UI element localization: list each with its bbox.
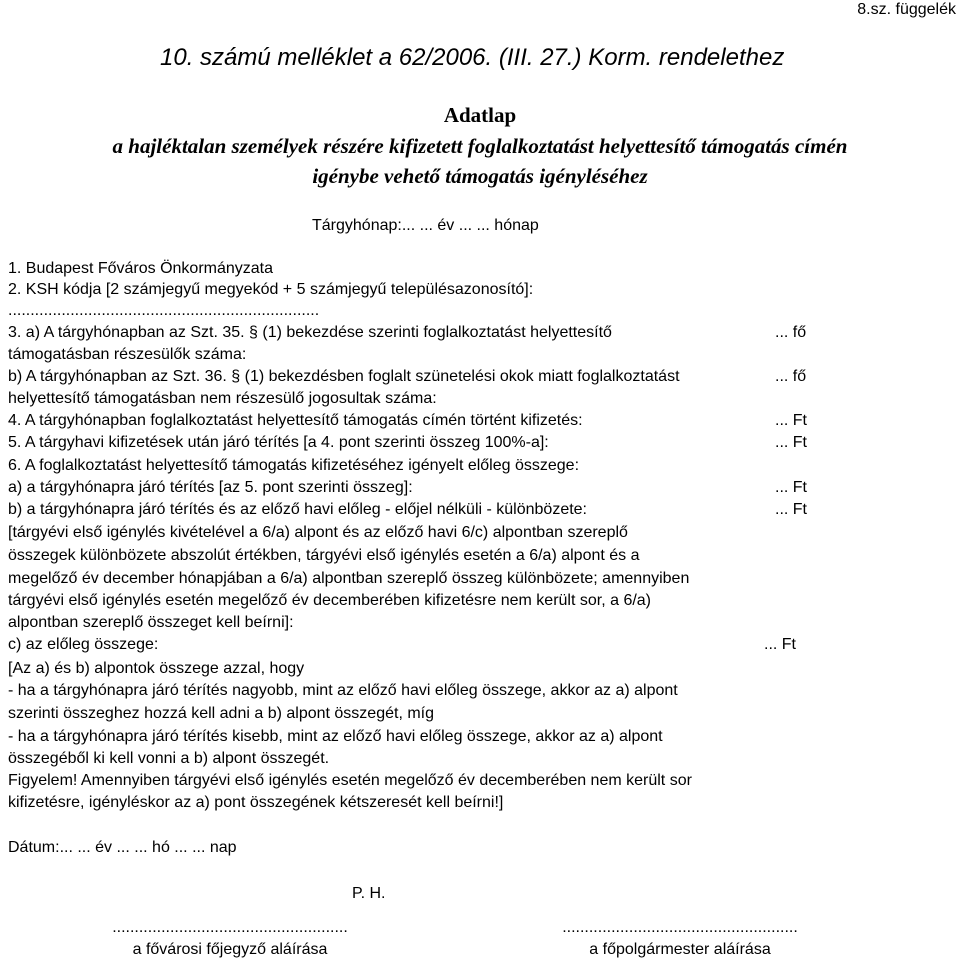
signature-right-dots: ..................................................... xyxy=(562,919,798,936)
note-2-line1: [Az a) és b) alpontok összege azzal, hogy xyxy=(8,660,305,677)
note-1-line5: alpontban szereplő összeget kell beírni]: xyxy=(8,614,294,631)
item-5-value: ... Ft xyxy=(775,434,807,451)
signature-right-label: a főpolgármester aláírása xyxy=(589,941,771,958)
item-3b-line2: helyettesítő támogatásban nem részesülő jogosultak száma: xyxy=(8,390,437,407)
item-3b-value: ... fő xyxy=(775,368,807,385)
note-2-line6: Figyelem! Amennyiben tárgyévi első igénylés esetén megelőző év decemberében nem került sor xyxy=(8,772,692,789)
signature-left-dots: ..................................................... xyxy=(112,919,348,936)
item-6a: a) a tárgyhónapra járó térítés [az 5. pont szerinti összeg]: xyxy=(8,479,413,496)
period-field: Tárgyhónap:... ... év ... ... hónap xyxy=(312,217,539,234)
item-6b: b) a tárgyhónapra járó térítés és az előző havi előleg - előjel nélküli - különbözete: xyxy=(8,501,587,518)
item-3a-value: ... fő xyxy=(775,324,807,341)
stamp-placeholder: P. H. xyxy=(352,885,386,902)
form-subtitle-line2: igénybe vehető támogatás igényléséhez xyxy=(312,164,648,188)
item-6c: c) az előleg összege: xyxy=(8,636,159,653)
item-3a-line2: támogatásban részesülők száma: xyxy=(8,346,247,363)
note-2-line7: kifizetésre, igényléskor az a) pont összegének kétszeresét kell beírni!] xyxy=(8,794,504,811)
item-6b-value: ... Ft xyxy=(775,501,807,518)
item-2: 2. KSH kódja [2 számjegyű megyekód + 5 számjegyű településazonosító]: xyxy=(8,281,534,298)
date-field: Dátum:... ... év ... ... hó ... ... nap xyxy=(8,839,237,856)
form-title: Adatlap xyxy=(443,103,517,127)
note-2-line3: szerinti összeghez hozzá kell adni a b) alpont összegét, míg xyxy=(8,705,435,722)
appendix-label: 8.sz. függelék xyxy=(857,1,956,18)
item-3a-line1: 3. a) A tárgyhónapban az Szt. 35. § (1) bekezdése szerinti foglalkoztatást helyettesítő xyxy=(8,324,612,341)
note-1-line2: összegek különbözete abszolút értékben, tárgyévi első igénylés esetén a 6/a) alpont és a xyxy=(8,547,640,564)
item-4-value: ... Ft xyxy=(775,412,807,429)
note-1-line3: megelőző év december hónapjában a 6/a) alpontban szereplő összeg különbözete; amennyiben xyxy=(8,570,690,587)
item-5: 5. A tárgyhavi kifizetések után járó térítés [a 4. pont szerinti összeg 100%-a]: xyxy=(8,434,549,451)
item-6: 6. A foglalkoztatást helyettesítő támogatás kifizetéséhez igényelt előleg összege: xyxy=(8,457,580,474)
form-subtitle-line1: a hajléktalan személyek részére kifizetett foglalkoztatást helyettesítő támogatás címén xyxy=(112,134,848,158)
item-3b-line1: b) A tárgyhónapban az Szt. 36. § (1) bekezdésben foglalt szünetelési okok miatt foglalkoztatást xyxy=(8,368,680,385)
item-1: 1. Budapest Főváros Önkormányzata xyxy=(8,260,274,277)
item-4: 4. A tárgyhónapban foglalkoztatást helyettesítő támogatás címén történt kifizetés: xyxy=(8,412,583,429)
note-1-line4: tárgyévi első igénylés esetén megelőző év decemberében kifizetésre nem került sor, a 6/a) xyxy=(8,592,652,609)
note-2-line4: - ha a tárgyhónapra járó térítés kisebb, mint az előző havi előleg összege, akkor az a) alpont xyxy=(8,728,663,745)
item-2-dots: ...................................................................... xyxy=(8,302,320,319)
note-1-line1: [tárgyévi első igénylés kivételével a 6/a) alpont és az előző havi 6/c) alpontban szereplő xyxy=(8,524,628,541)
note-2-line2: - ha a tárgyhónapra járó térítés nagyobb, mint az előző havi előleg összege, akkor az a) alpont xyxy=(8,682,678,699)
item-6c-value: ... Ft xyxy=(764,636,796,653)
signature-left-label: a fővárosi főjegyző aláírása xyxy=(132,941,328,958)
decree-reference: 10. számú melléklet a 62/2006. (III. 27.) Korm. rendelethez xyxy=(160,44,785,71)
item-6a-value: ... Ft xyxy=(775,479,807,496)
note-2-line5: összegéből ki kell vonni a b) alpont összegét. xyxy=(8,750,330,767)
